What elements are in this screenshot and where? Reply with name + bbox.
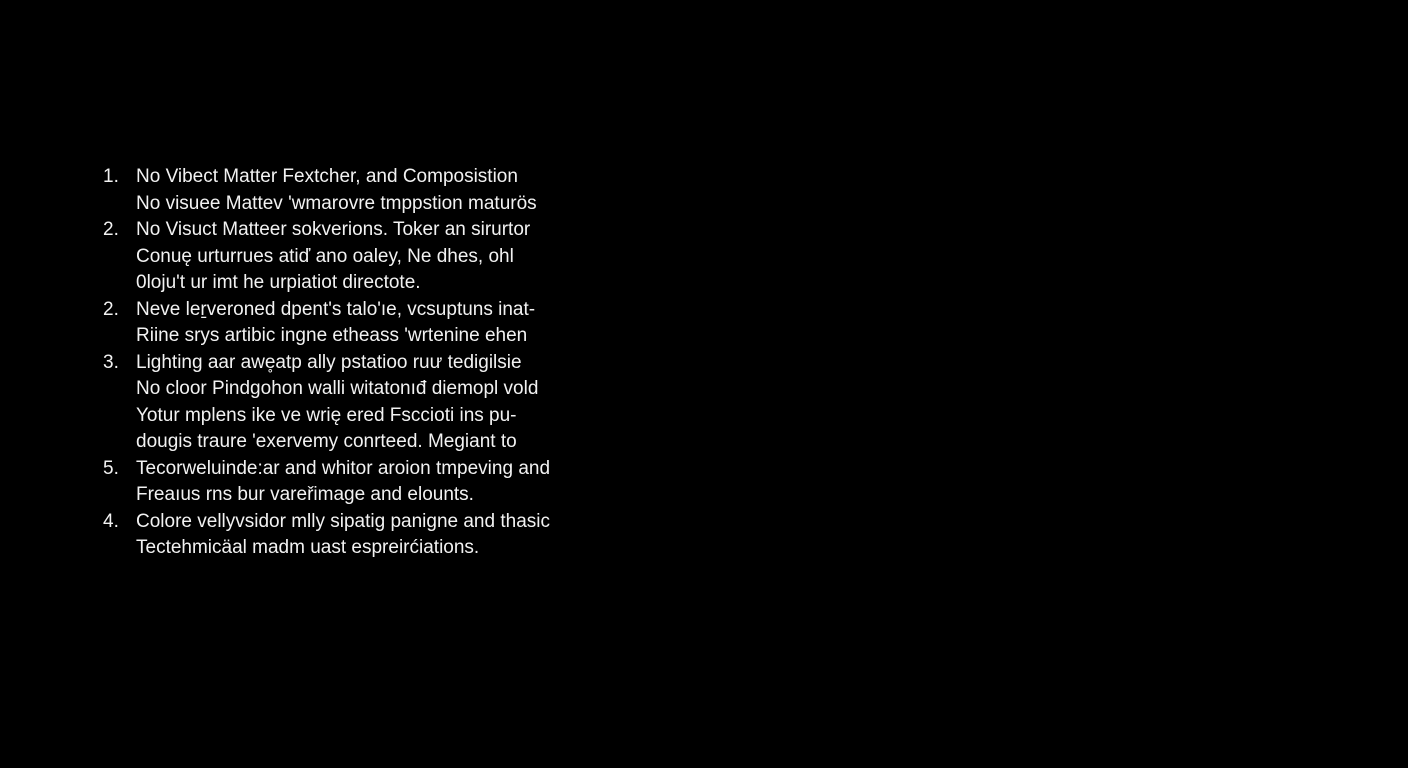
list-item bbox=[100, 164, 660, 217]
list-item-line: No visuee Mattev 'wmarovre tmppstion maturös bbox=[136, 192, 537, 214]
list-item-line: Yotur mplens ike ve wrię ered Fsccioti ins pu- bbox=[136, 404, 517, 426]
list-item-line: Conuę urturrues atiď ano oaley, Ne dhes, ohl bbox=[136, 245, 514, 267]
list-item-line: dougis traure 'exervemy conrteed. Megiant to bbox=[136, 431, 517, 452]
list-item-number: 3. bbox=[103, 351, 119, 373]
list-item bbox=[100, 509, 660, 562]
list-item-line: Tectehmicäal madm uast espreirćiations. bbox=[136, 537, 480, 558]
list-item-text bbox=[136, 350, 660, 456]
list-item-line: Freaıus rns bur vareřimage and elounts. bbox=[136, 484, 474, 505]
list-item-line: Lighting aar awe̥atp ally pstatioo ruư tedigilsie bbox=[136, 351, 522, 373]
list-item-line: No Visuct Matteer sokverions. Toker an sirurtor bbox=[136, 219, 531, 240]
list-item-number: 2. bbox=[103, 219, 119, 240]
list-item-text bbox=[136, 217, 660, 297]
list-item-number: 1. bbox=[103, 166, 119, 187]
list-item-text bbox=[136, 509, 660, 562]
list-item-line: Neve leṟveroned dpent's talo'ıe, vcsuptuns inat- bbox=[136, 298, 536, 320]
list-item-line: 0loju't ur imt he urpiatiot directote. bbox=[136, 272, 421, 293]
list-item-line: Colore vellyvsidor mlly sipatig panigne and thasic bbox=[136, 510, 550, 532]
list-item bbox=[100, 217, 660, 297]
list-item-text bbox=[136, 297, 660, 350]
list-item-line: No cloor Pindgohon walli witatonıđ diemopl vold bbox=[136, 378, 539, 399]
list-item-line: No Vibect Matter Fextcher, and Composistion bbox=[136, 166, 518, 187]
list-item-number: 4. bbox=[103, 510, 119, 532]
list-item-text bbox=[136, 456, 660, 509]
list-item-number: 2. bbox=[103, 298, 119, 320]
list-item bbox=[100, 350, 660, 456]
list-item bbox=[100, 456, 660, 509]
list-item-number: 5. bbox=[103, 457, 119, 479]
numbered-list bbox=[100, 164, 660, 562]
list-item-line: Tecorweluinde:ar and whitor aroion tmpeving and bbox=[136, 457, 551, 479]
list-item bbox=[100, 297, 660, 350]
list-item-line: Riine srys artibic ingne etheass 'wrtenine ehen bbox=[136, 325, 528, 346]
list-item-text bbox=[136, 164, 660, 217]
